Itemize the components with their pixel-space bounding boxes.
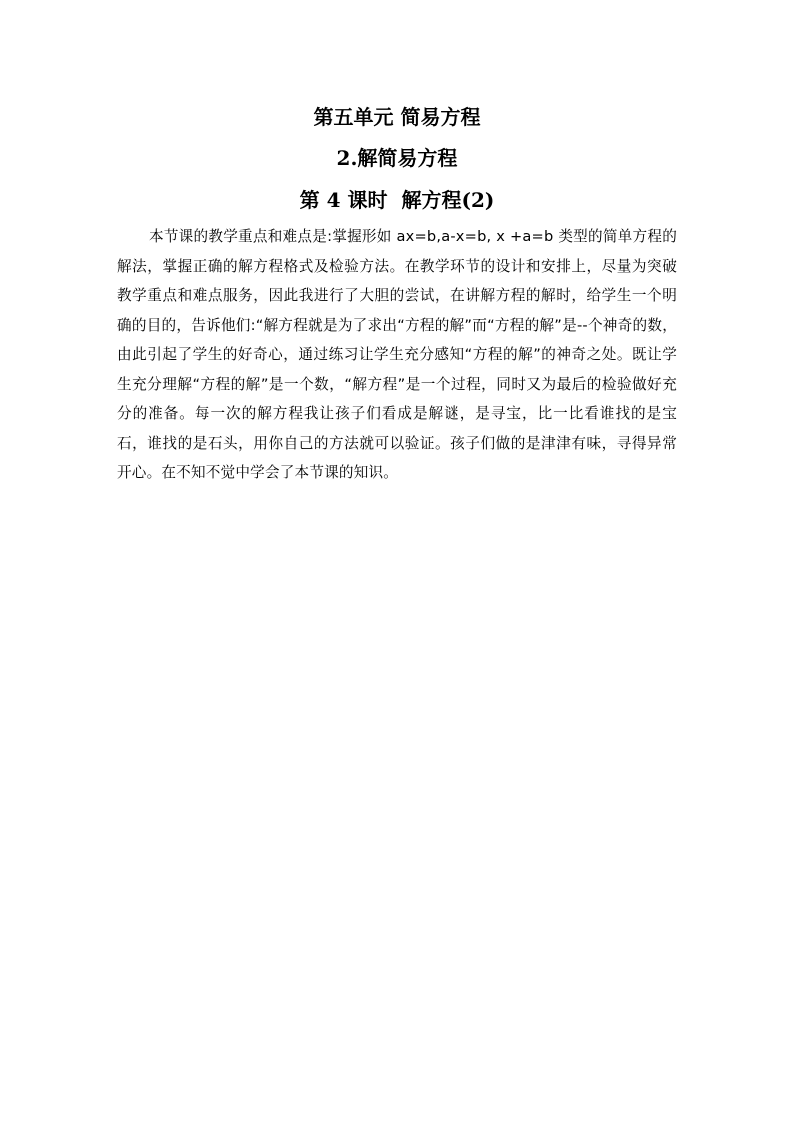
body-paragraph: 本节课的教学重点和难点是:掌握形如 ax=b,a-x=b, x +a=b 类型的简单方程的解法，掌握正确的解方程格式及检验方法。在教学环节的设计和安排上，尽量为突破教学重点和难点服务，因此我进行了大胆的尝试，在讲解方程的解时，给学生一个明确的目的，告诉他们:“解方程就是为了求出“方程的解”而“方程的解”是--个神奇的数，由此引起了学生的好奇心，通过练习让学生充分感知“方程的解”的神奇之处。既让学生充分理解“方程的解”是一个数，“解方程”是一个过程，同时又为最后的检验做好充分的准备。每一次的解方程我让孩子们看成是解谜，是寻宝，比一比看谁找的是宝石，谁找的是石头，用你自己的方法就可以验证。孩子们做的是津津有味，寻得异常开心。在不知不觉中学会了本节课的知识。	[117, 228, 677, 481]
lesson-name: 解方程(2)	[401, 188, 495, 212]
unit-title: 第五单元 简易方程	[313, 105, 481, 129]
section-title: 2.解简易方程	[336, 146, 458, 170]
lesson-title	[0, 185, 794, 215]
lesson-number: 第 4 课时	[299, 188, 388, 212]
